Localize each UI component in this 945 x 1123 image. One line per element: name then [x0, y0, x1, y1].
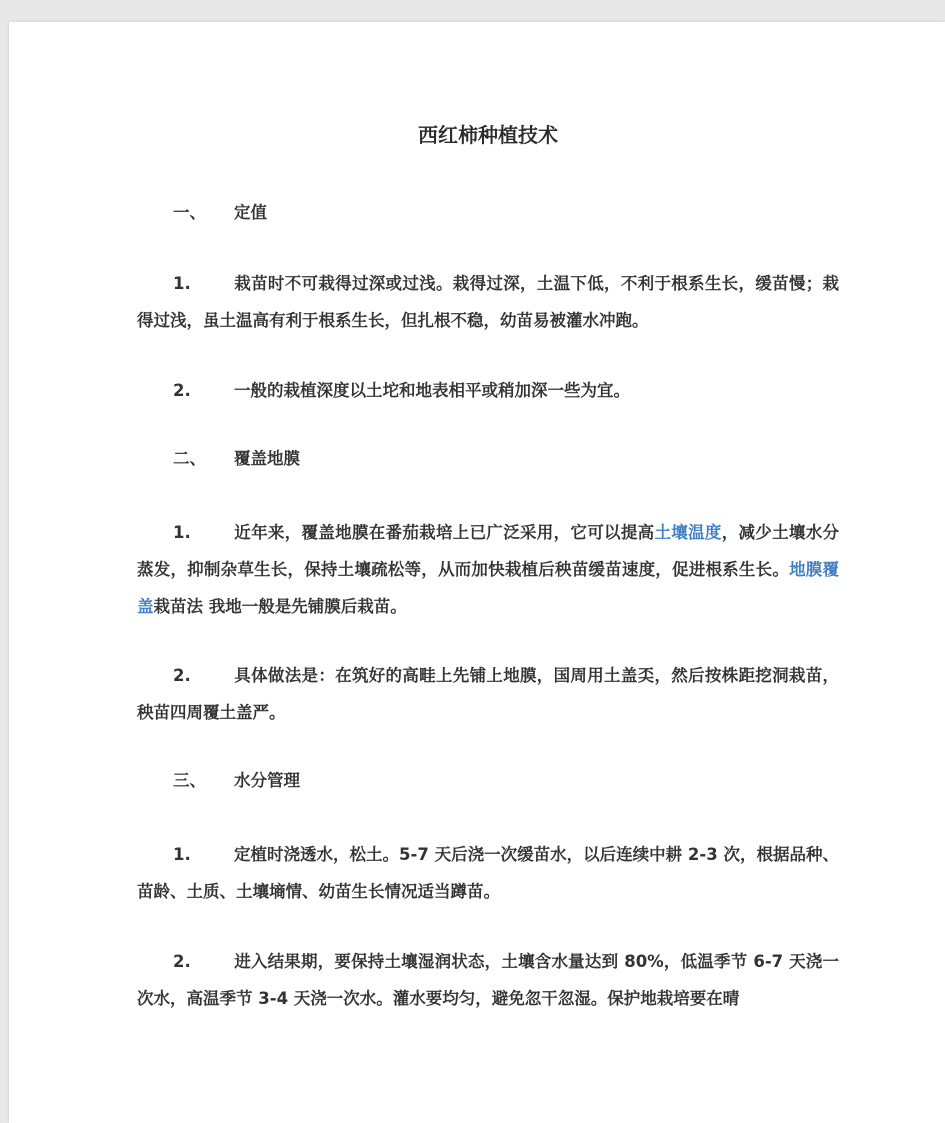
list-item: [137, 836, 839, 910]
item-number: 1.: [173, 523, 191, 542]
item-text: 进入结果期，要保持土壤湿润状态，土壤含水量达到 80%，低温季节 6-7 天浇一次水，高温季节 3-4 天浇一次水。灌水要均匀，避免忽干忽湿。保护地栽培要在晴: [137, 952, 839, 1008]
list-item: [137, 657, 839, 731]
section-number: 三、: [173, 771, 206, 790]
document-page: [9, 22, 945, 1123]
item-text: 近年来，覆盖地膜在番茄栽培上已广泛采用，它可以提高: [234, 523, 655, 542]
item-text: 栽苗法 我地一般是先铺膜后栽苗。: [153, 597, 407, 616]
document-title: 西红柿种植技术: [418, 123, 558, 147]
section-heading: [137, 197, 839, 229]
section-title: 水分管理: [234, 771, 300, 790]
item-number: 1.: [173, 274, 191, 293]
item-text: ，减少土壤水分蒸发，抑制杂草生长，保持土壤疏松等，从而加快栽植后秧苗缓苗速度，促进根系生长。: [137, 523, 840, 579]
item-number: 2.: [173, 381, 191, 400]
list-item: [137, 372, 839, 409]
item-number: 1.: [173, 845, 191, 864]
link-soil-temperature[interactable]: 土壤温度: [654, 523, 722, 542]
item-text: 定植时浇透水，松土。5-7 天后浇一次缓苗水，以后连续中耕 2-3 次，根据品种、苗龄、土质、土壤墒情、幼苗生长情况适当蹲苗。: [137, 845, 839, 901]
list-item: [137, 265, 839, 339]
item-text: 栽苗时不可栽得过深或过浅。栽得过深，土温下低，不利于根系生长，缓苗慢；栽得过浅，虽土温高有利于根系生长，但扎根不稳，幼苗易被灌水冲跑。: [137, 274, 839, 330]
link-film-mulching[interactable]: 地膜覆盖: [137, 560, 840, 616]
section-title: 定值: [234, 203, 267, 222]
section-title: 覆盖地膜: [234, 449, 300, 468]
list-item: [137, 514, 839, 625]
list-item: [137, 943, 839, 1017]
item-text: 具体做法是：在筑好的高畦上先铺上地膜，国周用土盖奀，然后按株距挖洞栽苗，秧苗四周覆土盖严。: [137, 666, 839, 722]
section-heading: [137, 443, 839, 475]
item-number: 2.: [173, 666, 191, 685]
section-heading: [137, 765, 839, 797]
item-number: 2.: [173, 952, 191, 971]
item-text: 一般的栽植深度以土坨和地表相平或稍加深一些为宜。: [234, 381, 630, 400]
section-number: 二、: [173, 449, 206, 468]
section-number: 一、: [173, 203, 206, 222]
